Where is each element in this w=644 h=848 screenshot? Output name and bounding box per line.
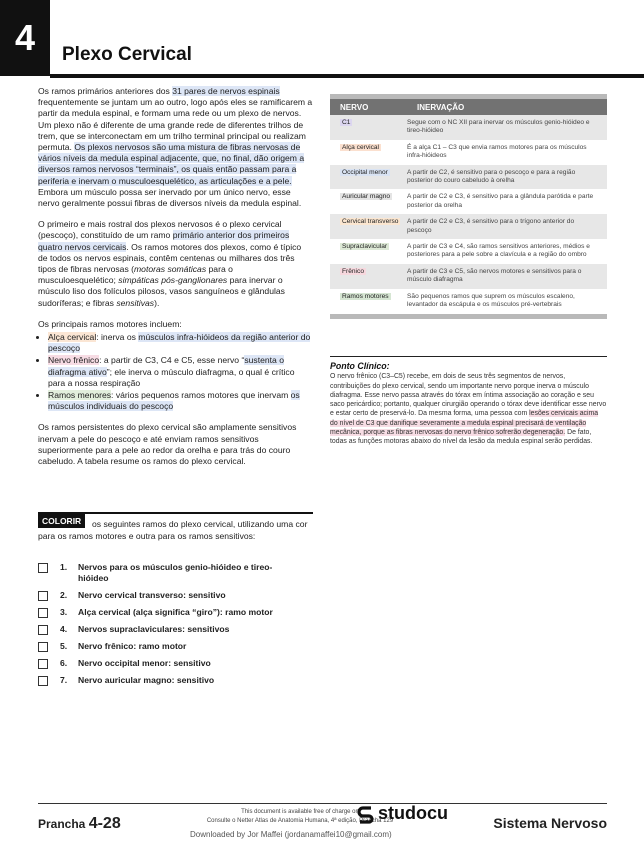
text-run: motoras somáticas (134, 264, 207, 275)
checkbox[interactable] (38, 659, 48, 669)
table-row (330, 264, 607, 289)
nerve-name: Supraclavicular (342, 243, 388, 251)
list-item (48, 332, 313, 354)
column-header-innervation: INERVAÇÃO (417, 102, 465, 112)
item-label: Alça cervical (alça significa “giro”): ramo motor (78, 607, 273, 617)
studocu-icon (356, 804, 376, 824)
innervation-cell: A partir de C2 e C3, é sensitivo para a glândula parótida e parte posterior da orelha (407, 193, 594, 209)
innervation-cell: É a alça C1 – C3 que envia ramos motores para os músculos infra-hióideos (407, 143, 587, 160)
checklist-item (38, 641, 313, 652)
item-label: Nervo frênico: ramo motor (78, 641, 187, 651)
innervation-cell: São pequenos ramos que suprem os músculos escaleno, levantador da escápula e os músculos pré-vertebrais (407, 292, 575, 309)
item-number: 3. (60, 607, 68, 617)
highlighted-text: Ramos menores (48, 390, 112, 401)
innervation-cell: Segue com o NC XII para inervar os músculos genio-hióideo e tireo-hióideo (407, 119, 590, 135)
nerve-name: C1 (342, 119, 351, 126)
text-run: frequentemente se juntam um ao outro, logo após eles se ramificarem a partir da medula espinal, e formam uma rede ou um plexo de nervos. Um plexo não é diferente de uma grande rede de diferentes trilhos de trem, que se interconectam em um trilho terminal principal ou realizam permuta. (38, 97, 313, 153)
item-label: Nervos supraclaviculares: sensitivos (78, 624, 230, 634)
table-row (330, 115, 607, 140)
checklist-item (38, 562, 313, 584)
table-body (330, 115, 607, 314)
checklist-item (38, 607, 313, 618)
table-row (330, 189, 607, 214)
table-row (330, 214, 607, 239)
text-run: ”; ele inerva o músculo diafragma, o qual é crítico para a nossa respiração (48, 366, 295, 388)
download-notice: Downloaded by Jor Maffei (jordanamaffei10@gmail.com) (190, 830, 392, 839)
innervation-cell: A partir de C3 e C5, são nervos motores e sensitivos para o músculo diafragma (407, 267, 582, 284)
highlighted-text: Nervo frênico (48, 355, 100, 366)
nerve-cell (330, 268, 407, 285)
plate-number: 4-28 (88, 815, 121, 832)
text-run: sensitivas (116, 297, 155, 308)
checkbox[interactable] (38, 676, 48, 686)
color-checklist (38, 562, 313, 692)
nerve-name: Occipital menor (342, 168, 388, 176)
highlighted-text: primário anterior dos primeiros quatro nervos cervicais (38, 230, 290, 252)
left-column (38, 86, 313, 477)
nerve-cell (330, 119, 407, 136)
nerve-name: Frênico (342, 267, 364, 275)
atlas-reference: Consulte o Netter Atlas de Anatomia Humana, 4ª edição, Prancha 129 (206, 818, 394, 824)
checkbox[interactable] (38, 591, 48, 601)
clinical-box (330, 362, 607, 447)
table-row (330, 165, 607, 190)
item-label: Nervos para os músculos genio-hióideo e tireo-hióideo (78, 562, 273, 583)
checkbox[interactable] (38, 563, 48, 573)
highlighted-text: Os plexos nervosos são uma mistura de fibras nervosas de vários níveis da medula espinal adjacente, que, no final, dão origem a diversos ramos nervosos “terminais”, os quais então passam para a periferia e inervam o musculoesquelético, as articulações e a pele. (38, 142, 305, 186)
item-number: 6. (60, 658, 68, 668)
text-run: para inervar o músculo liso dos folículos pilosos, vasos sanguíneos e glândulas sudoríferas; e fibras (38, 275, 285, 308)
highlighted-text: os músculos individuais do pescoço (48, 390, 300, 412)
item-number: 4. (60, 624, 68, 634)
innervation-cell: A partir de C2 e C3, é sensitivo para o trígono anterior do pescoço (407, 218, 575, 234)
checkbox[interactable] (38, 642, 48, 652)
sensory-branches-paragraph: Os ramos persistentes do plexo cervical são amplamente sensitivos inervam a pele do pescoço e até enviam ramos sensitivos superiormente para a pele ao redor da orelha e para trás do couro cabeludo. A tabela resume os ramos do plexo cervical. (38, 422, 297, 467)
innervation-cell: A partir de C2, é sensitivo para o pescoço e para a região posterior do couro cabeludo à orelha (407, 168, 576, 185)
item-number: 1. (60, 562, 68, 572)
title-rule (50, 74, 644, 78)
list-item (48, 390, 313, 412)
studocu-logo[interactable] (356, 803, 448, 824)
motor-branches-intro: Os principais ramos motores incluem: (38, 318, 182, 329)
table-header (330, 99, 607, 115)
checkbox[interactable] (38, 625, 48, 635)
item-number: 2. (60, 590, 68, 600)
text-run: . Os ramos motores dos plexos, como é típico de todos os nervos espinais, contêm centenas ou milhares dos três tipos de fibras nervosas ( (38, 241, 302, 275)
cervical-plexus-paragraph (38, 219, 313, 309)
item-number: 7. (60, 675, 68, 685)
nerve-name: Alça cervical (342, 143, 380, 151)
checklist-item (38, 624, 313, 635)
item-label: Nervo auricular magno: sensitivo (78, 675, 215, 685)
brand-name: studocu (378, 803, 448, 823)
colorir-tag: COLORIR (38, 514, 85, 528)
table-row (330, 289, 607, 314)
nerve-name: Ramos motores (342, 292, 389, 300)
text-run: simpáticas pós-ganglionares (118, 275, 228, 286)
highlighted-text: Alça cervical (48, 332, 97, 343)
column-header-nerve: NERVO (340, 102, 369, 112)
nerve-cell (330, 243, 407, 260)
footer-rule (38, 803, 607, 804)
nerve-cell (330, 218, 407, 235)
text-run: para o musculoesquelético; (38, 264, 233, 286)
nerve-cell (330, 144, 407, 161)
text-run: Embora um músculo possa ser inervado por um único nervo, esse nervo geralmente possui fibras de diversos níveis da medula espinal. (38, 186, 302, 209)
nerve-cell (330, 293, 407, 310)
page-title: Plexo Cervical (62, 44, 192, 65)
text-run: O primeiro e mais rostral dos plexos nervosos é o plexo cervical (pescoço), constituído de um ramo (38, 219, 282, 241)
nerve-cell (330, 193, 407, 210)
highlighted-text: músculos infra-hióideos da região anterior do pescoço (48, 332, 311, 354)
text-run: : a partir de C3, C4 e C5, esse nervo “ (99, 355, 245, 366)
clinical-heading: Ponto Clínico: (330, 361, 390, 371)
motor-branches-list (38, 332, 313, 412)
chapter-number: 4 (0, 0, 50, 76)
text-run: De fato, todas as funções motoras abaixo do nível da lesão da medula espinal serão perdidas. (330, 429, 593, 446)
footer-section-title: Sistema Nervoso (493, 815, 607, 831)
clinical-rule (330, 356, 607, 357)
nerve-table (330, 94, 607, 319)
text-run: ). (154, 297, 160, 308)
item-number: 5. (60, 641, 68, 651)
table-row (330, 140, 607, 165)
checklist-item (38, 658, 313, 669)
checklist-item (38, 675, 313, 686)
item-label: Nervo occipital menor: sensitivo (78, 658, 211, 668)
highlighted-text: lesões cervicais acima do nível de C3 que danifique severamente a medula espinal precisará de ventilação mecânica, porque as fibras nervosas do nervo frênico sofrerão degeneração. (330, 410, 599, 437)
text-run: : inerva os (96, 332, 139, 343)
highlighted-text: 31 pares de nervos espinais (172, 86, 280, 96)
highlighted-text: sustenta o diafragma ativo (48, 355, 284, 377)
plate-label: Prancha (38, 817, 86, 831)
text-run: O nervo frênico (C3–C5) recebe, em dois de seus três segmentos de nervos, contribuições do plexo cervical, sendo um importante nervo porque inerva o músculo diafragma. Esse nervo passa através do tórax em íntima associação ao coração e seu saco pericárdico; portanto, qualquer cirurgião operando o tórax deve identificar esse nervo e estar certo de preservá-lo. Da mesma forma, uma pessoa com (330, 373, 607, 418)
table-row (330, 239, 607, 264)
item-label: Nervo cervical transverso: sensitivo (78, 590, 226, 600)
list-item (48, 355, 313, 389)
footer-plate (38, 815, 121, 833)
nerve-name: Cervical transverso (342, 218, 399, 226)
intro-paragraph (38, 86, 313, 209)
nerve-name: Auricular magno (342, 193, 391, 201)
availability-notice: This document is available free of charge on (241, 809, 359, 815)
nerve-cell (330, 169, 407, 186)
colorir-instructions: os seguintes ramos do plexo cervical, utilizando uma cor para os ramos motores e outra para os ramos sensitivos: (38, 519, 308, 541)
clinical-body (330, 372, 607, 446)
checklist-item (38, 590, 313, 601)
text-run: Os ramos primários anteriores dos (38, 86, 173, 96)
checkbox[interactable] (38, 608, 48, 618)
innervation-cell: A partir de C3 e C4, são ramos sensitivos anteriores, médios e posteriores para a pele sobre a clavícula e a região do ombro (407, 243, 590, 259)
table-bottom-rule (330, 314, 607, 319)
text-run: : vários pequenos ramos motores que inervam (111, 390, 291, 401)
